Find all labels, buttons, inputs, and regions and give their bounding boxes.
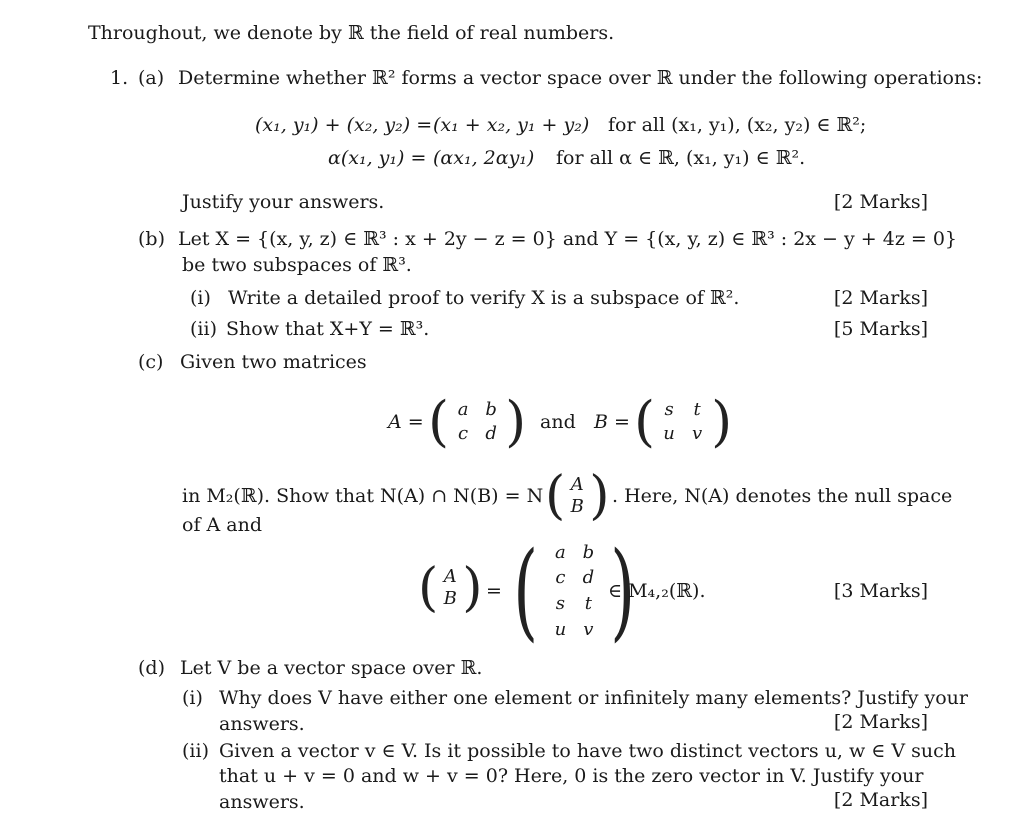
matrix-b-label: B = [594,411,630,433]
op2-condition: for all α ∈ ℝ, (x₁, y₁) ∈ ℝ². [556,147,806,169]
part-b-label: (b) [138,228,165,250]
part-c-line1-post: . Here, N(A) denotes the null space [612,485,953,507]
matrix-entry: u [554,618,567,640]
matrix-a-label: A = [388,411,424,433]
part-c-marks: [3 Marks] [833,580,928,602]
question-number: 1. [110,67,129,89]
part-d-i-text-1: Why does V have either one element or infinitely many elements? Justify your [219,687,969,709]
stacked-entry: A [570,474,584,496]
left-paren: ( [545,466,566,526]
part-a-justify: Justify your answers. [182,191,385,213]
part-d-ii-marks: [2 Marks] [833,789,928,811]
left-paren: ( [513,529,539,652]
part-d-label: (d) [138,657,165,679]
part-c-text: Given two matrices [180,351,367,373]
part-b-i-marks: [2 Marks] [833,287,928,309]
matrix-b-entry: v [691,423,703,444]
part-d-ii-text-2: that u + v = 0 and w + v = 0? Here, 0 is the zero vector in V. Justify your [219,765,924,787]
op1-lhs: (x₁, y₁) + (x₂, y₂) = [255,114,433,136]
part-d-i-label: (i) [182,687,203,709]
part-b-text-1: Let X = {(x, y, z) ∈ ℝ³ : x + 2y − z = 0} and Y = {(x, y, z) ∈ ℝ³ : 2x − y + 4z = 0} [178,228,958,250]
part-b-i-label: (i) [190,287,211,309]
right-paren: ) [589,466,610,526]
stacked-entry: B [570,496,584,517]
membership-text: ∈ M₄,₂(ℝ). [608,580,706,602]
matrix-ab-entries [546,542,602,640]
matrix-a-entry: b [485,399,497,421]
part-c-label: (c) [138,351,164,373]
part-b-ii-text: Show that X+Y = ℝ³. [226,318,430,340]
part-d-ii-text-3: answers. [219,791,305,813]
op2-rhs: (αx₁, 2αy₁) [433,147,535,169]
stacked-entry: A [443,566,457,588]
matrix-a [428,390,527,453]
left-paren: ( [418,558,439,618]
left-paren: ( [428,390,450,453]
matrix-entry: a [554,541,566,563]
matrix-a-entry: d [485,423,497,444]
part-b-i-text: Write a detailed proof to verify X is a subspace of ℝ². [228,287,740,309]
op1-rhs: (x₁ + x₂, y₁ + y₂) [433,114,590,136]
right-paren: ) [610,529,636,652]
intro-line: Throughout, we denote by ℝ the field of real numbers. [88,22,615,44]
part-a-text: Determine whether ℝ² forms a vector space over ℝ under the following operations: [178,67,983,89]
matrix-b-entries [655,399,711,444]
matrix-entry: c [555,567,566,589]
matrix-entry: s [555,593,565,614]
matrix-b-entry: t [693,399,701,421]
matrix-entry: t [584,593,592,614]
op2-lhs: α(x₁, y₁) = [328,147,427,169]
and-text: and [540,411,576,433]
stacked-ab-display [418,558,483,618]
part-d-ii-label: (ii) [182,740,209,762]
matrix-a-entry: a [457,399,469,421]
part-c-line1-pre: in M₂(ℝ). Show that N(A) ∩ N(B) = N [182,485,544,507]
part-d-ii-text-1: Given a vector v ∈ V. Is it possible to have two distinct vectors u, w ∈ V such [219,740,957,762]
part-d-text: Let V be a vector space over ℝ. [180,657,483,679]
matrix-a-entries [449,399,505,444]
stacked-entry: B [443,588,457,609]
matrix-entry: v [583,618,594,640]
op1-condition: for all (x₁, y₁), (x₂, y₂) ∈ ℝ²; [608,114,867,136]
matrix-b-entry: u [663,423,675,444]
matrix-b [634,390,733,453]
right-paren: ) [462,558,483,618]
matrix-a-entry: c [458,423,469,444]
matrix-entry: b [582,541,595,563]
part-a-label: (a) [138,67,165,89]
left-paren: ( [634,390,656,453]
equals-sign: = [486,580,502,602]
part-c-line2: of A and [182,514,262,536]
stacked-ab-inline [545,466,610,526]
matrix-entry: d [582,567,595,589]
right-paren: ) [505,390,527,453]
stacked-entries [438,566,462,609]
part-d-i-marks: [2 Marks] [833,711,928,733]
part-a-marks: [2 Marks] [833,191,928,213]
part-b-ii-marks: [5 Marks] [833,318,928,340]
part-d-i-text-2: answers. [219,713,305,735]
matrix-b-entry: s [664,399,674,421]
stacked-entries [565,474,589,517]
right-paren: ) [711,390,733,453]
part-b-text-2: be two subspaces of ℝ³. [182,254,412,276]
part-b-ii-label: (ii) [190,318,217,340]
